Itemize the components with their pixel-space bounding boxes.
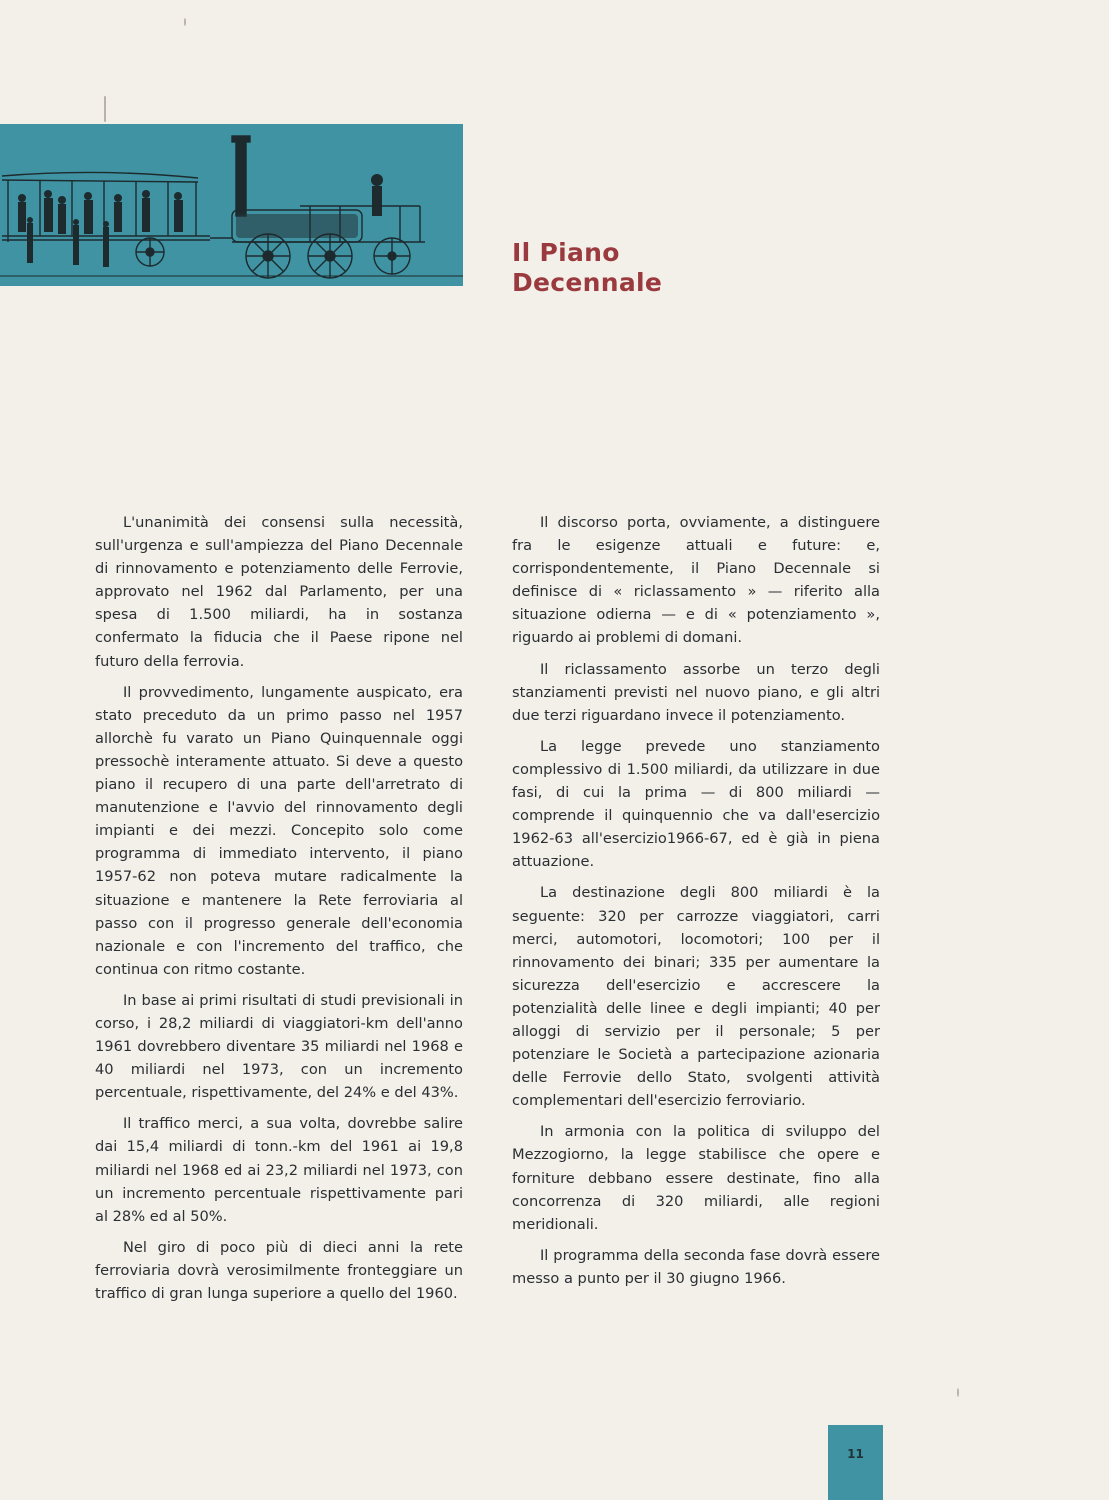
page-number-tab <box>828 1425 883 1500</box>
paragraph: Il traffico merci, a sua volta, dovrebbe salire dai 15,4 miliardi di tonn.-km del 1961 ai 19,8 miliardi nel 1968 ed ai 23,2 miliardi nel 1973, con un incremento percentuale rispettivamente pari al 28% ed al 50%. <box>95 1115 463 1225</box>
paragraph: L'unanimità dei consensi sulla necessità, sull'urgenza e sull'ampiezza del Piano Decennale di rinnovamento e potenziamento delle Ferrovie, approvato nel 1962 dal Parlamento, per una spesa di 1.500 miliardi, ha in sostanza confermato la fiducia che il Paese ripone nel futuro della ferrovia. <box>95 514 463 670</box>
page-number: 11 <box>847 1447 864 1461</box>
left-column <box>95 511 463 1313</box>
right-column <box>512 511 880 1298</box>
paragraph: Il riclassamento assorbe un terzo degli stanziamenti previsti nel nuovo piano, e gli altri due terzi riguardano invece il potenziamento. <box>512 660 880 724</box>
page-title <box>512 238 662 298</box>
paragraph: La destinazione degli 800 miliardi è la seguente: 320 per carrozze viaggiatori, carri merci, automotori, locomotori; 100 per il rinnovamento dei binari; 335 per aumentare la sicurezza dell'esercizio e accrescere la potenzialità delle linee e degli impianti; 40 per alloggi di servizio per il personale; 5 per potenziare le Società a partecipazione azionaria delle Ferrovie dello Stato, svolgenti attività complementari dell'esercizio ferroviario. <box>512 884 880 1110</box>
paragraph: Il discorso porta, ovviamente, a distinguere fra le esigenze attuali e future: e, corrispondentemente, il Piano Decennale si definisce di « riclassamento » — riferito alla situazione odierna — e di « potenziamento », riguardo ai problemi di domani. <box>512 514 880 647</box>
paragraph: Il provvedimento, lungamente auspicato, era stato preceduto da un primo passo nel 1957 allorchè fu varato un Piano Quinquennale oggi pressochè interamente attuato. Si deve a questo piano il recupero di una parte dell'arretrato di manutenzione e l'avvio del rinnovamento degli impianti e dei mezzi. Concepito solo come programma di immediato intervento, il piano 1957-62 non poteva mutare radicalmente la situazione e mantenere la Rete ferroviaria al passo con il progresso generale dell'economia nazionale e con l'incremento del traffico, che continua con ritmo costante. <box>95 683 463 978</box>
page-title-line-2: Decennale <box>512 268 663 297</box>
paragraph: La legge prevede uno stanziamento complessivo di 1.500 miliardi, da utilizzare in due fasi, di cui la prima — di 800 miliardi — comprende il quinquennio che va dall'esercizio 1962-63 all'esercizio1966-67, ed è già in piena attuazione. <box>512 737 880 871</box>
paragraph: In armonia con la politica di sviluppo del Mezzogiorno, la legge stabilisce che opere e forniture debbano essere destinate, fino alla concorrenza di 320 miliardi, alle regioni meridionali. <box>512 1123 880 1233</box>
paragraph: Nel giro di poco più di dieci anni la rete ferroviaria dovrà verosimilmente fronteggiare un traffico di gran lunga superiore a quello del 1960. <box>95 1238 463 1302</box>
paper-speck <box>184 18 186 26</box>
historic-train-engraving-icon <box>0 124 463 286</box>
paper-speck <box>957 1388 959 1397</box>
page-title-line-1: Il Piano <box>512 238 620 267</box>
paragraph: In base ai primi risultati di studi previsionali in corso, i 28,2 miliardi di viaggiatori-km dell'anno 1961 dovrebbero diventare 35 miliardi nel 1968 e 40 miliardi nel 1973, con un incremento percentuale, rispettivamente, del 24% e del 43%. <box>95 991 463 1102</box>
paragraph: Il programma della seconda fase dovrà essere messo a punto per il 30 giugno 1966. <box>512 1246 880 1287</box>
paper-speck <box>104 96 106 122</box>
illustration-banner <box>0 124 463 286</box>
